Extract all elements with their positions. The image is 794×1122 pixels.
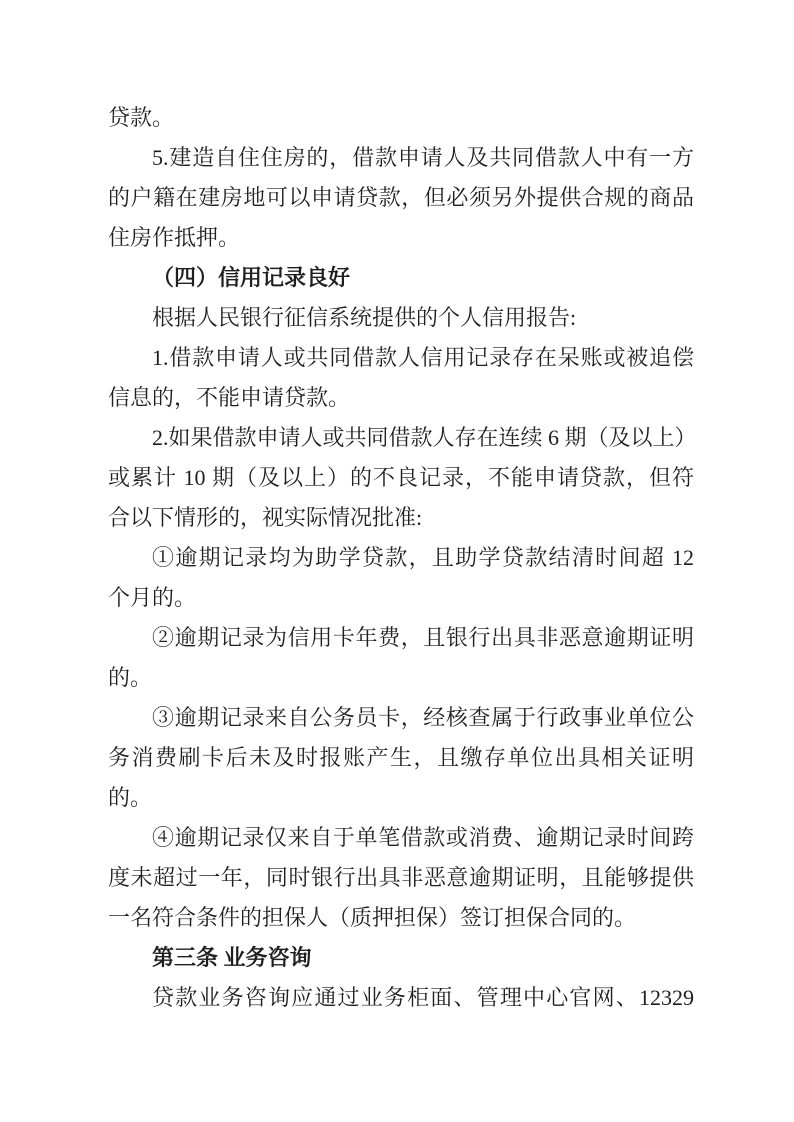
body-line: 个月的。: [108, 585, 197, 610]
document-text-block: [108, 98, 697, 1018]
body-line: 务消费刷卡后未及时报账产生，且缴存单位出具相关证明: [108, 745, 694, 770]
body-line: 信息的，不能申请贷款。: [108, 385, 351, 410]
body-line: 合以下情形的，视实际情况批准:: [108, 505, 423, 530]
body-line: 贷款业务咨询应通过业务柜面、管理中心官网、12329: [152, 985, 694, 1010]
body-line: 5.建造自住住房的，借款申请人及共同借款人中有一方: [152, 145, 694, 170]
body-line: 的。: [108, 785, 153, 810]
heading-line: 第三条 业务咨询: [152, 945, 312, 970]
body-line: 住房作抵押。: [108, 225, 241, 250]
body-line: 1.借款申请人或共同借款人信用记录存在呆账或被追偿: [152, 345, 694, 370]
heading-line: （四）信用记录良好: [152, 265, 351, 290]
body-line: ③逾期记录来自公务员卡，经核查属于行政事业单位公: [152, 705, 694, 730]
body-line: ④逾期记录仅来自于单笔借款或消费、逾期记录时间跨: [152, 825, 694, 850]
body-line: 或累计 10 期（及以上）的不良记录，不能申请贷款，但符: [108, 465, 694, 490]
body-line: 贷款。: [108, 105, 175, 130]
body-line: 2.如果借款申请人或共同借款人存在连续 6 期（及以上）: [152, 425, 697, 450]
body-line: 一名符合条件的担保人（质押担保）签订担保合同的。: [108, 905, 637, 930]
body-line: 根据人民银行征信系统提供的个人信用报告:: [152, 305, 577, 330]
body-line: ②逾期记录为信用卡年费，且银行出具非恶意逾期证明: [152, 625, 694, 650]
body-line: 度未超过一年，同时银行出具非恶意逾期证明，且能够提供: [108, 865, 694, 890]
body-line: 的。: [108, 665, 153, 690]
body-line: ①逾期记录均为助学贷款，且助学贷款结清时间超 12: [152, 545, 694, 570]
body-line: 的户籍在建房地可以申请贷款，但必须另外提供合规的商品: [108, 185, 694, 210]
